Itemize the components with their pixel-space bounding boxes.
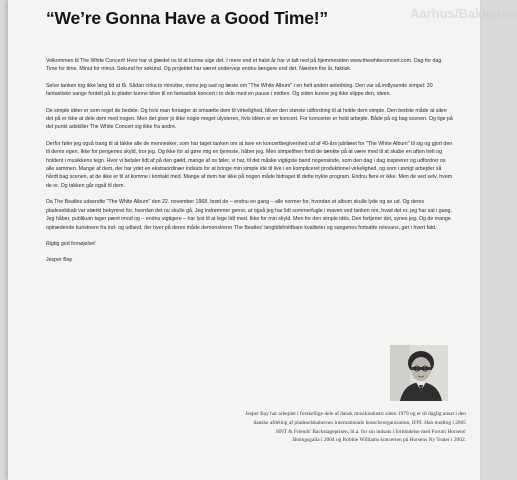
- bio-line: HNT & Friends' Backstageprisen, bl.a. for sin indsats i forbindelse med Forum Horsens': [275, 428, 466, 435]
- paragraph-history: Da The Beatles udsendte "The White Album" den 22. november 1968, brød de – endnu en gang – alle normer for, hvordan et album skulle lyde og se ud. Og deres pladeselskab var stærkt bekymret for, hvordan det nu skulle gå. Jeg indrømmer gerne, at også jeg har lidt sommerfugle i maven ved tanken om, hvad det er, jeg har sat i gang. Jeg håber, publikum tager pænt imod og – endnu vigtigere – har lyst til at lege lidt med. Ikke for min skyld. Men for den simple idés. Den fortjener det, synes jeg. Og de mange optrædende kunstnere fra ind- og udland, der hver på deres måde demonstrerer The Beatles' langtidsholdbare kvaliteter og sangenes fortsatte relevans, gør i hvert fald.: [46, 199, 452, 231]
- author-bio: [176, 410, 466, 445]
- paragraph-simple-ideas: De simple idéer er som regel de bedste. Og hvis man forsøger at omsætte dem til virkelighed, bliver den største udfordring til at holde dem simple. Den bedste måde at sikre det på er ikke at dele dem med nogen. Men det giver jo ikke nogle meget ulysteren, hvis idéen er en koncert. For koncerter er hold arbejde. Både på og bag scenen. Og lige på det punkt adskiller The White Concert sig ikke fra andre.: [46, 107, 453, 131]
- ghost-heading: Aarhus/Bakkerne: [410, 6, 517, 21]
- portrait-image: [390, 345, 448, 401]
- bio-line: danske afdeling af pladeselskabernes internationale brancheorganisation, IFPI. Han modtog i 2005: [253, 419, 466, 426]
- page-title: “We’re Gonna Have a Good Time!”: [46, 8, 328, 28]
- paragraph-thanks: Derfor føler jeg også trang til at takke alle de mennesker, som har taget tanken om at lave en koncertbegivenhed ud af 40-års jubilæet for "The White Album" til sig og gjort den til deres egen. Ikke for pengenes skyld, tror jeg. Og ikke for at gøre mig en tjeneste, håber jeg. Men simpelthen fordi de tænkte på at være med til at skabe en aften helt og holdent i musikkens tegn. Hvor vi betaler lidt af på den gæld, mange af os føler, vi har, til det måske vigtigste band nogensinde, som den dag i dag inspirerer og udfordrer os alle sammen. Mange af dem, der har ydet en ekstraordinær indsats for at bringe min simple idé til live i en kompliceret produktionel virkelighed, og som i øvrigt arbejder så hårdt bag scenen, at de ikke er til at komme i kontakt med. Mange af dem har ikke på nogen måde bidraget til dette trykte program. Endnu flere er ikke. Men de ved selv, hvem de er. Og takken går også til dem.: [46, 140, 453, 189]
- paragraph-idea: Selve tanken tog ikke lang tid at få. Sådan cirka to minutter, mens jeg sad og læste om "The White Album" i en helt anden anledning. Den var så indlysende simpel: 30 fantastiske sange fordelt på to plader kunne blive til en fantastisk koncert i to dele med en pause i midten. Og siden kunne jeg ikke slippe den, ideen.: [46, 82, 433, 98]
- bio-line: åbningsgalla i 2004 og Robbie Williams koncerten på Horsens Ny Teater i 2002.: [292, 437, 466, 444]
- signature-name: Jesper Bay: [46, 257, 73, 264]
- body-text: [46, 57, 454, 273]
- paragraph-welcome: Velkommen til The White Concert! Hvor har vi glædet os til at kunne sige det. I mere end et halvt år har vi talt ned på hjemmesiden www.thewhiteconcert.com. Dag for dag. Time for time. Minut for minut. Sekund for sekund. Og projektet har været undervejs endnu længere end det. Næsten fire år, faktisk.: [46, 58, 443, 73]
- bio-line: Jesper Bay har arbejdet i forskellige dele af dansk musikindustri siden 1979 og er til daglig ansat i den: [245, 411, 466, 417]
- closing-greeting: Rigtig god fornøjelse!: [46, 240, 96, 247]
- document-page: [8, 0, 517, 480]
- author-portrait-photo: [390, 345, 448, 401]
